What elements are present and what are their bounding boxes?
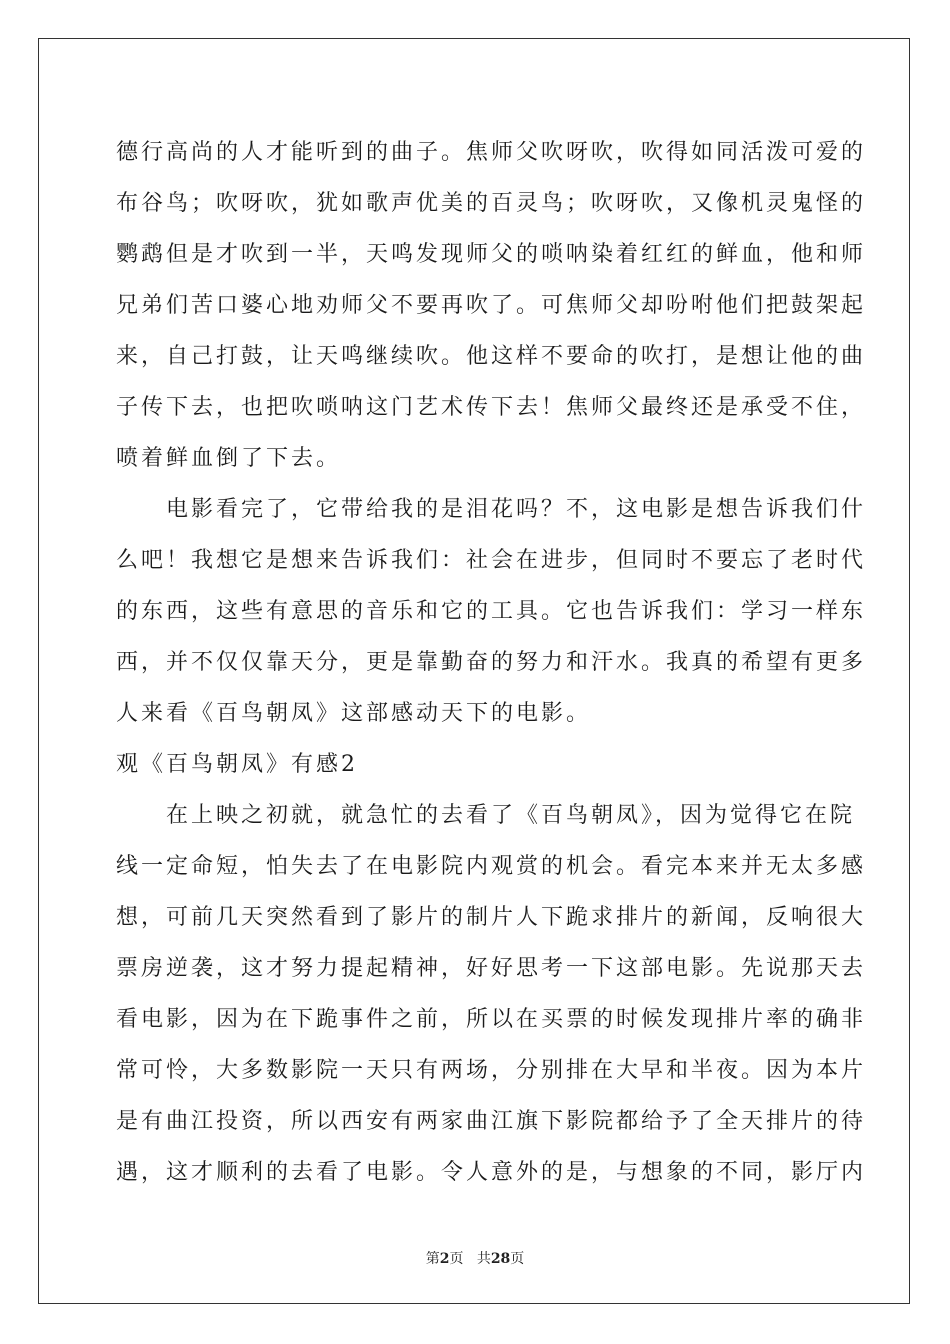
text-line: 想，可前几天突然看到了影片的制片人下跪求排片的新闻，反响很大 — [116, 905, 867, 930]
text-line: 线一定命短，怕失去了在电影院内观赏的机会。看完本来并无太多感 — [116, 854, 867, 879]
text-line: 票房逆袭，这才努力提起精神，好好思考一下这部电影。先说那天去 — [116, 956, 867, 981]
total-suffix: 页 — [510, 1251, 525, 1267]
total-pages: 28 — [490, 1251, 511, 1267]
text-line: 德行高尚的人才能听到的曲子。焦师父吹呀吹，吹得如同活泼可爱的 — [116, 140, 867, 165]
text-line: 的东西，这些有意思的音乐和它的工具。它也告诉我们：学习一样东 — [116, 599, 867, 624]
page-suffix: 页 — [449, 1251, 464, 1267]
text-line: 看电影，因为在下跪事件之前，所以在买票的时候发现排片率的确非 — [116, 1007, 867, 1032]
text-line: 西，并不仅仅靠天分，更是靠勤奋的努力和汗水。我真的希望有更多 — [116, 650, 867, 675]
text-line: 常可怜，大多数影院一天只有两场，分别排在大早和半夜。因为本片 — [116, 1058, 867, 1083]
document-body — [116, 127, 867, 1198]
total-prefix: 共 — [476, 1251, 491, 1267]
text-line: 在上映之初就，就急忙的去看了《百鸟朝凤》，因为觉得它在院 — [166, 803, 856, 828]
text-line: 鹦鹉但是才吹到一半，天鸣发现师父的唢呐染着红红的鲜血，他和师 — [116, 242, 867, 267]
text-line: 喷着鲜血倒了下去。 — [116, 446, 342, 471]
text-line: 来，自己打鼓，让天鸣继续吹。他这样不要命的吹打，是想让他的曲 — [116, 344, 867, 369]
section-heading: 观《百鸟朝凤》有感2 — [116, 752, 358, 777]
text-line: 是有曲江投资，所以西安有两家曲江旗下影院都给予了全天排片的待 — [116, 1109, 867, 1134]
text-line: 么吧！我想它是想来告诉我们：社会在进步，但同时不要忘了老时代 — [116, 548, 867, 573]
text-line: 布谷鸟；吹呀吹，犹如歌声优美的百灵鸟；吹呀吹，又像机灵鬼怪的 — [116, 191, 867, 216]
page-footer — [0, 1248, 950, 1268]
text-line: 子传下去，也把吹唢呐这门艺术传下去！焦师父最终还是承受不住， — [116, 395, 867, 420]
text-line: 兄弟们苦口婆心地劝师父不要再吹了。可焦师父却吩咐他们把鼓架起 — [116, 293, 867, 318]
page-prefix: 第 — [425, 1251, 440, 1267]
page-number: 2 — [439, 1251, 450, 1267]
text-line: 人来看《百鸟朝凤》这部感动天下的电影。 — [116, 701, 592, 726]
text-line: 电影看完了，它带给我的是泪花吗？不，这电影是想告诉我们什 — [166, 497, 867, 522]
text-line: 遇，这才顺利的去看了电影。令人意外的是，与想象的不同，影厅内 — [116, 1160, 867, 1185]
